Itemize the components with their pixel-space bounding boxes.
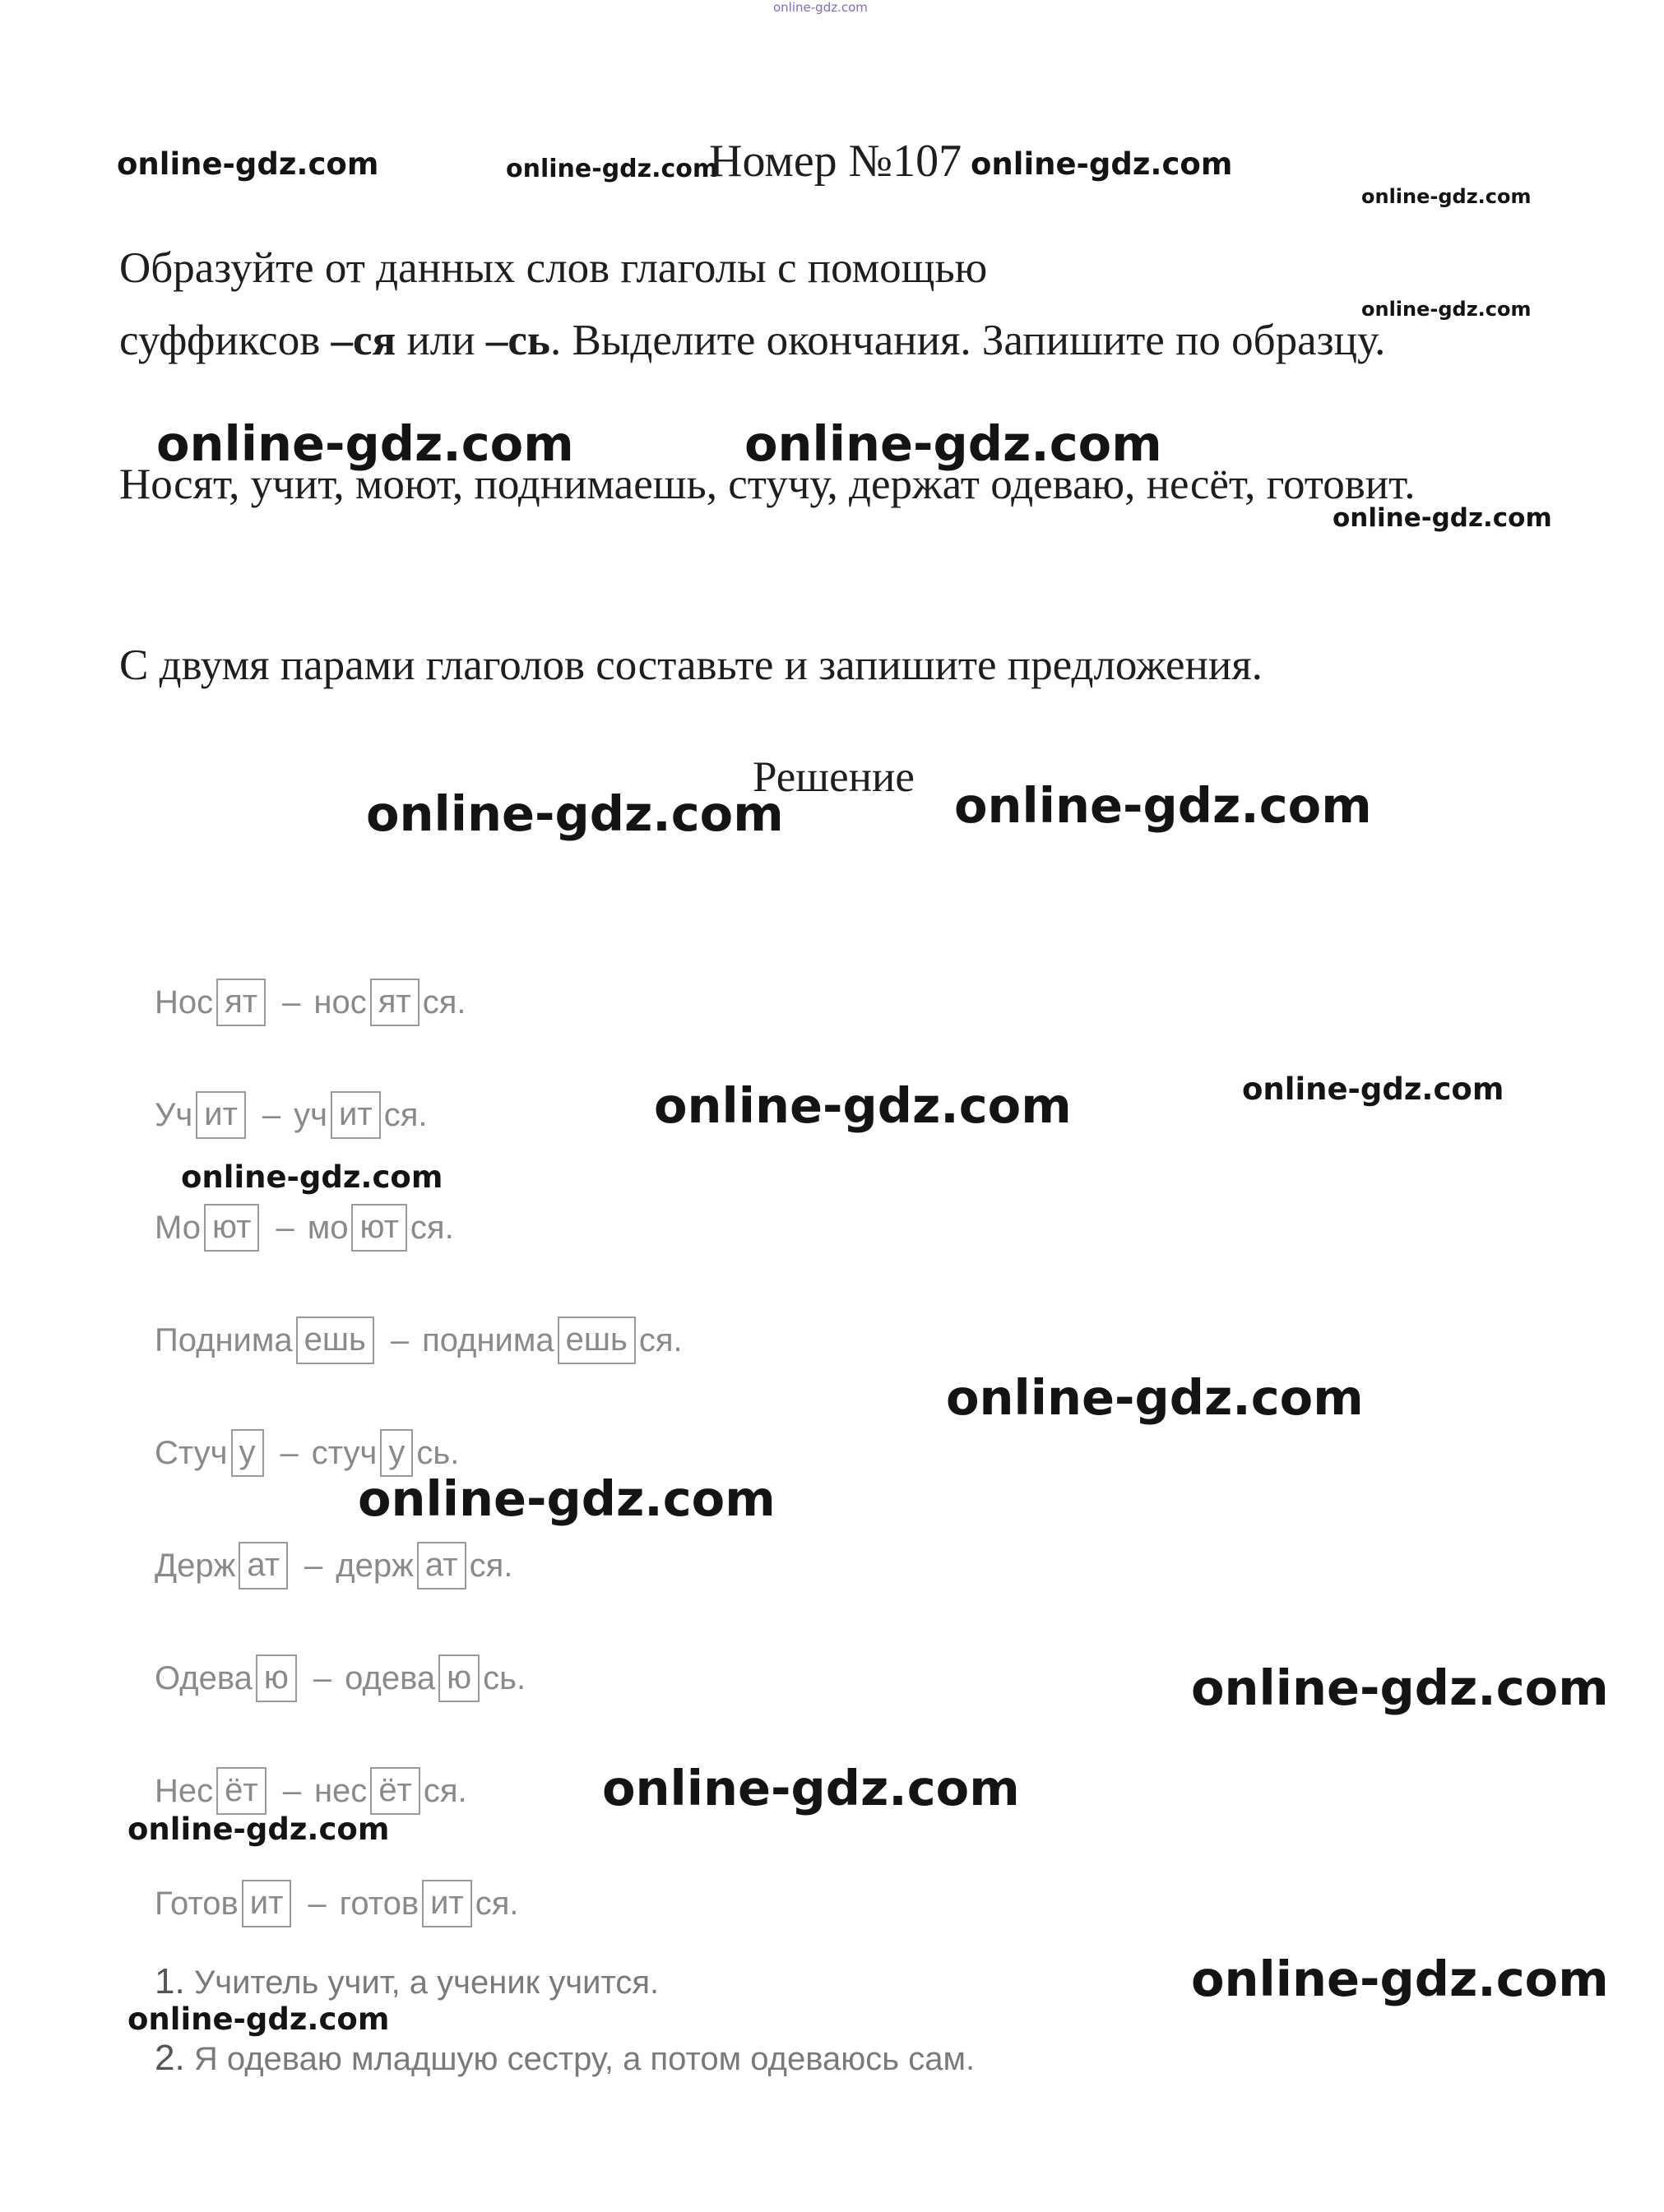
suffix-sya: –ся <box>331 317 396 364</box>
word-stem: Поднима <box>155 1321 293 1358</box>
watermark: online-gdz.com <box>366 785 784 842</box>
word-stem: Нос <box>155 983 214 1020</box>
dash: – <box>304 1547 323 1584</box>
reflexive-suffix: ся. <box>638 1321 683 1358</box>
reflexive-ending-box: ит <box>331 1091 381 1139</box>
dash: – <box>308 1885 327 1922</box>
sentence-1: 1. Учитель учит, а ученик учится. <box>155 1961 660 2001</box>
solution-label: Решение <box>753 753 915 801</box>
reflexive-suffix: сь. <box>483 1659 526 1696</box>
watermark: online-gdz.com <box>156 415 574 472</box>
reflexive-suffix: ся. <box>383 1096 428 1133</box>
word-ending-box: ит <box>196 1091 246 1139</box>
reflexive-stem: мо <box>307 1209 349 1246</box>
suffix-s: –сь <box>485 317 550 364</box>
solution-pair-row <box>155 979 466 1026</box>
dash: – <box>262 1096 281 1133</box>
watermark: online-gdz.com <box>1191 1951 1609 2007</box>
reflexive-suffix: ся. <box>410 1209 454 1246</box>
reflexive-ending-box: ат <box>417 1542 466 1590</box>
reflexive-suffix: ся. <box>422 983 466 1020</box>
reflexive-suffix: сь. <box>416 1434 460 1471</box>
solution-pair-row <box>155 1767 467 1815</box>
task-description: Образуйте от данных слов глаголы с помощью суффиксов –ся или –сь. Выделите окончания. Запишите по образцу. <box>119 244 1386 364</box>
reflexive-ending-box: у <box>380 1429 413 1477</box>
watermark: online-gdz.com <box>946 1369 1364 1426</box>
watermark: online-gdz.com <box>954 777 1372 834</box>
reflexive-stem: стуч <box>311 1434 378 1471</box>
word-ending-box: у <box>231 1429 264 1477</box>
reflexive-ending-box: ят <box>370 979 419 1026</box>
word-ending-box: ют <box>204 1204 259 1252</box>
watermark: online-gdz.com <box>1361 298 1532 321</box>
reflexive-ending-box: ёт <box>370 1767 420 1815</box>
reflexive-suffix: ся. <box>423 1772 467 1809</box>
word-stem: Уч <box>155 1096 193 1133</box>
reflexive-ending-box: ют <box>351 1204 406 1252</box>
solution-pair-row <box>155 1317 683 1364</box>
page-title: Номер №107 <box>709 136 962 187</box>
watermark: online-gdz.com <box>117 146 379 182</box>
watermark: online-gdz.com <box>127 1812 390 1847</box>
watermark: online-gdz.com <box>744 415 1162 472</box>
word-stem: Готов <box>155 1885 239 1922</box>
solution-pair-row <box>155 1091 427 1139</box>
reflexive-ending-box: ешь <box>558 1317 636 1364</box>
reflexive-stem: уч <box>294 1096 328 1133</box>
watermark: online-gdz.com <box>506 155 719 183</box>
watermark: online-gdz.com <box>358 1470 776 1527</box>
watermark: online-gdz.com <box>1361 185 1532 208</box>
solution-pair-row <box>155 1880 519 1927</box>
watermark-top: online-gdz.com <box>773 0 868 15</box>
reflexive-stem: нос <box>313 983 367 1020</box>
watermark: online-gdz.com <box>181 1159 443 1195</box>
reflexive-stem: держ <box>336 1547 414 1584</box>
word-stem: Одева <box>155 1659 253 1696</box>
watermark: online-gdz.com <box>654 1077 1072 1134</box>
watermark: online-gdz.com <box>1191 1659 1609 1716</box>
watermark: online-gdz.com <box>971 146 1233 182</box>
watermark: online-gdz.com <box>127 2001 390 2037</box>
reflexive-ending-box: ю <box>438 1654 480 1702</box>
watermark: online-gdz.com <box>602 1760 1020 1816</box>
task-instruction: С двумя парами глаголов составьте и запишите предложения. <box>119 641 1263 689</box>
word-list: Носят, учит, моют, поднимаешь, стучу, держат одеваю, несёт, готовит. <box>119 460 1416 508</box>
word-ending-box: ю <box>256 1654 297 1702</box>
word-stem: Нес <box>155 1772 214 1809</box>
watermark: online-gdz.com <box>1333 503 1552 533</box>
word-ending-box: ат <box>239 1542 288 1590</box>
dash: – <box>390 1321 410 1358</box>
watermark: online-gdz.com <box>1242 1071 1504 1107</box>
reflexive-suffix: ся. <box>475 1885 519 1922</box>
reflexive-stem: поднима <box>422 1321 554 1358</box>
word-stem: Держ <box>155 1547 236 1584</box>
dash: – <box>276 1209 294 1246</box>
word-stem: Стуч <box>155 1434 228 1471</box>
word-ending-box: ит <box>242 1880 292 1927</box>
dash: – <box>282 1772 301 1809</box>
solution-pair-row <box>155 1204 454 1252</box>
solution-pair-row <box>155 1654 526 1702</box>
word-ending-box: ешь <box>296 1317 374 1364</box>
reflexive-suffix: ся. <box>469 1547 513 1584</box>
word-ending-box: ят <box>216 979 266 1026</box>
sentence-2: 2. Я одеваю младшую сестру, а потом одеваюсь сам. <box>155 2038 976 2078</box>
dash: – <box>282 983 301 1020</box>
dash: – <box>280 1434 299 1471</box>
solution-pair-row <box>155 1542 512 1590</box>
reflexive-stem: готов <box>339 1885 419 1922</box>
dash: – <box>313 1659 332 1696</box>
reflexive-stem: одева <box>345 1659 436 1696</box>
word-ending-box: ёт <box>216 1767 267 1815</box>
task-line-1: Образуйте от данных слов глаголы с помощью <box>119 244 988 292</box>
reflexive-ending-box: ит <box>422 1880 472 1927</box>
reflexive-stem: нес <box>313 1772 368 1809</box>
word-stem: Мо <box>155 1209 202 1246</box>
